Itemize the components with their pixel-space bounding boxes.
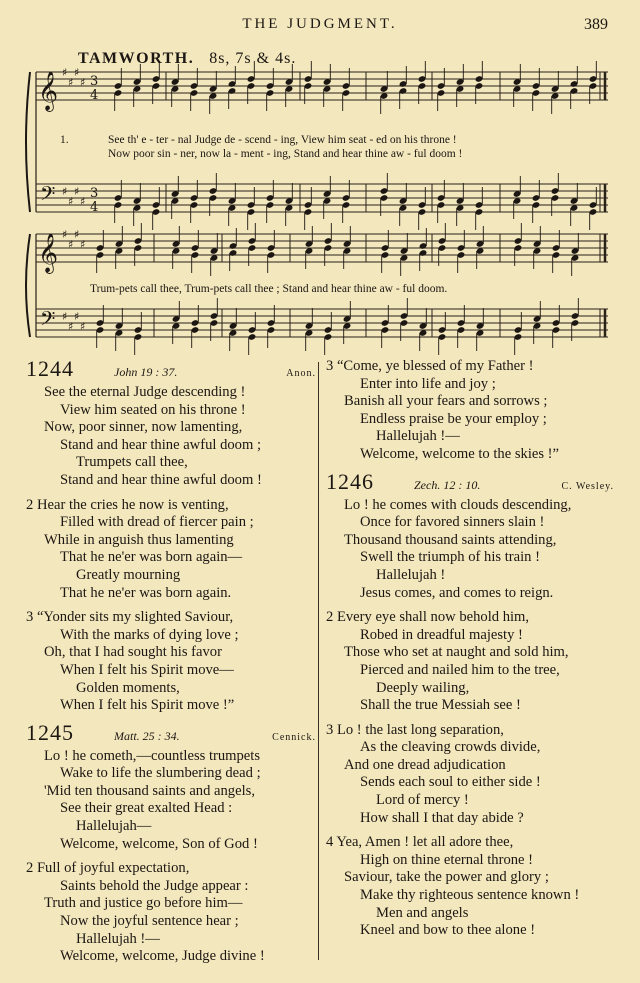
verse-line: Sends each soul to either side ! xyxy=(360,774,541,791)
verse-line: While in anguish thus lamenting xyxy=(44,531,234,548)
score-lyrics-line-1: See th' e - ter - nal Judge de - scend - ing, View him seat - ed on his throne ! xyxy=(108,134,457,146)
time-sig-top: 3 xyxy=(90,74,99,89)
verse-line: Hallelujah !— xyxy=(376,428,460,445)
verse-line: Stand and hear thine awful doom ! xyxy=(60,471,262,488)
right-text-column xyxy=(326,358,614,947)
system-brace xyxy=(26,234,30,337)
system-brace xyxy=(26,72,30,212)
verse-line: Hallelujah !— xyxy=(76,930,160,947)
verse-line: Welcome, welcome, Son of God ! xyxy=(60,835,258,852)
verse-line: Shall the true Messiah see ! xyxy=(360,697,521,714)
score-lyrics-line-3: Trum-pets call thee, Trum-pets call thee ; Stand and hear thine aw - ful doom. xyxy=(90,283,448,295)
verse-line: Lo ! he comes with clouds descending, xyxy=(344,496,572,513)
verse-line: Truth and justice go before him— xyxy=(44,895,243,912)
verse-line: Welcome, welcome, Judge divine ! xyxy=(60,948,265,965)
scripture-reference: Matt. 25 : 34. xyxy=(114,728,180,743)
verse-line: Thousand thousand saints attending, xyxy=(344,531,557,548)
hymn-author: Cennick. xyxy=(272,731,316,743)
sharp-sign: ♯ xyxy=(80,238,86,251)
left-text-column xyxy=(26,358,316,973)
verse-line: Greatly mourning xyxy=(76,566,181,583)
scripture-reference: John 19 : 37. xyxy=(114,365,178,379)
verse-line: Oh, that I had sought his favor xyxy=(44,644,222,661)
verse-line: 3 Lo ! the last long separation, xyxy=(326,721,504,738)
hymn-header xyxy=(26,719,316,748)
stanza xyxy=(326,834,614,940)
bass-clef: 𝄢 xyxy=(40,307,56,335)
sharp-sign: ♯ xyxy=(74,185,80,198)
verse-line: Trumpets call thee, xyxy=(76,454,188,471)
sharp-sign: ♯ xyxy=(68,195,74,208)
stanza xyxy=(26,609,316,715)
stanza xyxy=(326,497,614,603)
sharp-sign: ♯ xyxy=(68,320,74,333)
verse-line: Golden moments, xyxy=(76,679,180,696)
sharp-sign: ♯ xyxy=(62,66,68,79)
verse-line: 3 “Come, ye blessed of my Father ! xyxy=(326,358,534,374)
sharp-sign: ♯ xyxy=(62,310,68,323)
verse-line: 4 Yea, Amen ! let all adore thee, xyxy=(326,834,514,851)
verse-line: Now the joyful sentence hear ; xyxy=(60,913,239,930)
sharp-sign: ♯ xyxy=(68,238,74,251)
score-lyrics-line-2: Now poor sin - ner, now la - ment - ing, Stand and hear thine aw - ful doom ! xyxy=(108,148,463,160)
verse-line: 2 Every eye shall now behold him, xyxy=(326,609,530,626)
verse-line: Pierced and nailed him to the tree, xyxy=(360,661,560,678)
verse-line: Enter into life and joy ; xyxy=(360,375,496,392)
time-sig-bottom: 4 xyxy=(90,200,99,215)
verse-line: Those who set at naught and sold him, xyxy=(344,644,569,661)
verse-line: See their great exalted Head : xyxy=(60,800,233,817)
sharp-sign: ♯ xyxy=(80,320,86,333)
verse-line: Make thy righteous sentence known ! xyxy=(360,887,580,904)
verse-line: Once for favored sinners slain ! xyxy=(360,514,545,531)
verse-line: Welcome, welcome to the skies !” xyxy=(360,445,560,462)
hymn-number: 1244 xyxy=(26,356,74,381)
verse-line: When I felt his Spirit move— xyxy=(60,661,234,678)
verse-line: Stand and hear thine awful doom ; xyxy=(60,436,262,453)
verse-line: Saints behold the Judge appear : xyxy=(60,877,249,894)
verse-line: Now, poor sinner, now lamenting, xyxy=(44,419,243,436)
stanza xyxy=(26,748,316,854)
verse-line: Swell the triumph of his train ! xyxy=(360,549,540,566)
verse-line: Wake to life the slumbering dead ; xyxy=(60,765,261,782)
verse-number: 1. xyxy=(60,134,69,146)
stanza xyxy=(26,497,316,603)
verse-line: Endless praise be your employ ; xyxy=(360,410,547,427)
verse-line: Robed in dreadful majesty ! xyxy=(360,626,523,643)
sharp-sign: ♯ xyxy=(62,185,68,198)
verse-line: Men and angels xyxy=(376,904,469,921)
verse-line: Saviour, take the power and glory ; xyxy=(344,869,549,886)
sharp-sign: ♯ xyxy=(68,76,74,89)
column-divider xyxy=(318,362,319,960)
verse-line: Hallelujah— xyxy=(76,818,152,835)
stanza xyxy=(26,860,316,966)
bass-clef: 𝄢 xyxy=(40,182,56,210)
hymn-header xyxy=(26,358,316,384)
time-sig-top: 3 xyxy=(90,186,99,201)
verse-line: See the eternal Judge descending ! xyxy=(44,384,246,400)
verse-line: That he ne'er was born again— xyxy=(60,549,243,566)
sharp-sign: ♯ xyxy=(74,228,80,241)
hymn-author: C. Wesley. xyxy=(561,480,614,492)
verse-line: Banish all your fears and sorrows ; xyxy=(344,393,548,410)
verse-line: Kneel and bow to thee alone ! xyxy=(360,922,536,939)
verse-line: That he ne'er was born again. xyxy=(60,584,232,601)
verse-line: Deeply wailing, xyxy=(376,679,470,696)
stanza xyxy=(326,358,614,464)
verse-line: How shall I that day abide ? xyxy=(360,809,524,826)
time-sig-bottom: 4 xyxy=(90,88,99,103)
verse-line: High on thine eternal throne ! xyxy=(360,851,534,868)
hymn-number: 1245 xyxy=(26,719,74,745)
hymn-author: Anon. xyxy=(286,368,316,379)
verse-line: 'Mid ten thousand saints and angels, xyxy=(44,782,255,799)
sharp-sign: ♯ xyxy=(62,228,68,241)
sharp-sign: ♯ xyxy=(80,76,86,89)
verse-line: Filled with dread of fiercer pain ; xyxy=(60,514,254,531)
hymn-number: 1246 xyxy=(326,468,374,494)
page-number: 389 xyxy=(584,16,608,33)
verse-line: 2 Full of joyful expectation, xyxy=(26,860,190,877)
verse-line: Jesus comes, and comes to reign. xyxy=(360,584,554,601)
stanza xyxy=(326,722,614,828)
verse-line: View him seated on his throne ! xyxy=(60,401,246,418)
stanza xyxy=(326,609,614,715)
verse-line: Hallelujah ! xyxy=(376,566,446,583)
treble-clef: 𝄞 xyxy=(38,233,59,273)
verse-line: As the cleaving crowds divide, xyxy=(360,739,541,756)
running-title: THE JUDGMENT. xyxy=(242,16,398,32)
verse-line: Lo ! he cometh,—countless trumpets xyxy=(44,747,261,764)
sharp-sign: ♯ xyxy=(74,66,80,79)
stanza xyxy=(26,384,316,490)
tune-name: TAMWORTH. xyxy=(78,50,195,67)
hymn-header xyxy=(326,468,614,497)
scripture-reference: Zech. 12 : 10. xyxy=(414,477,481,492)
treble-clef: 𝄞 xyxy=(38,71,59,111)
musical-score xyxy=(0,0,640,355)
sharp-sign: ♯ xyxy=(80,195,86,208)
tune-meter: 8s, 7s & 4s. xyxy=(209,50,297,67)
verse-line: When I felt his Spirit move !” xyxy=(60,697,235,714)
verse-line: Lord of mercy ! xyxy=(376,792,469,809)
verse-line: 2 Hear the cries he now is venting, xyxy=(26,496,229,513)
verse-line: With the marks of dying love ; xyxy=(60,626,239,643)
verse-line: And one dread adjudication xyxy=(344,756,506,773)
sharp-sign: ♯ xyxy=(74,310,80,323)
verse-line: 3 “Yonder sits my slighted Saviour, xyxy=(26,609,234,626)
